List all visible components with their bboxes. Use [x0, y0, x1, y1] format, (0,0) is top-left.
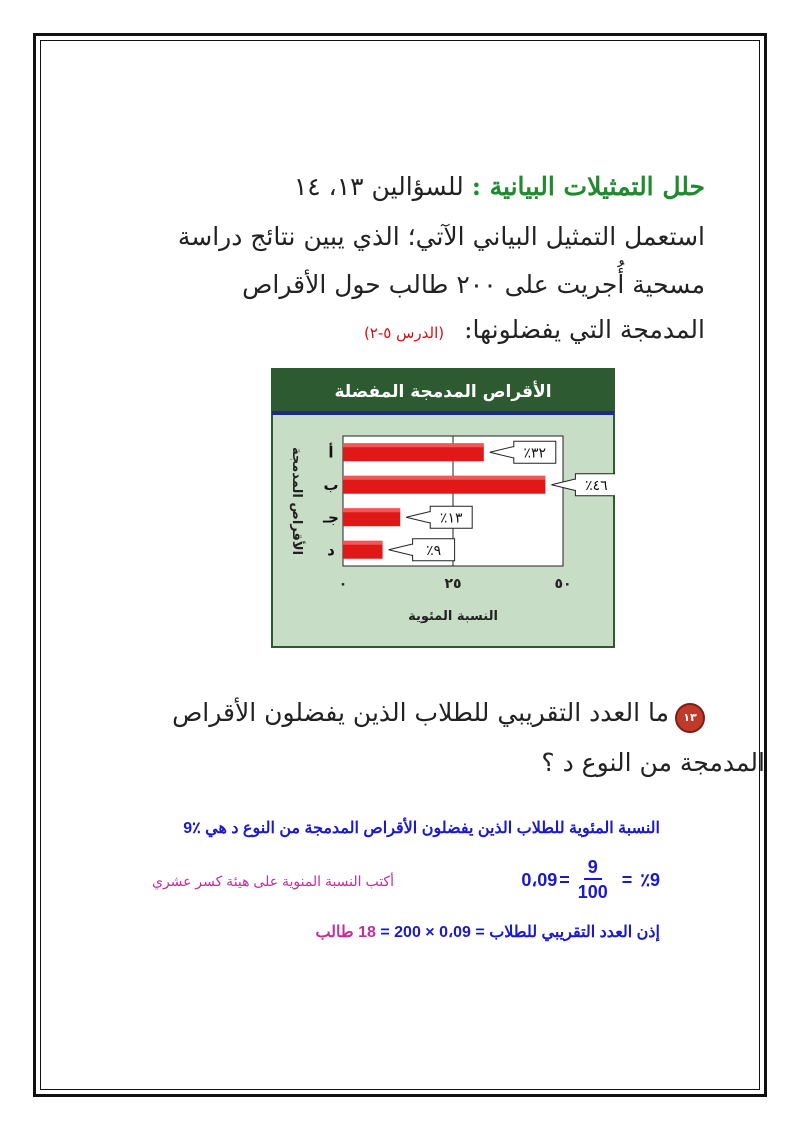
answer-calculation: إذن العدد التقريبي للطلاب = 0،09 × 200 = [380, 924, 660, 941]
bar-highlight [343, 508, 400, 512]
fraction-denominator: 100 [577, 882, 608, 902]
bar-highlight [343, 476, 545, 480]
x-tick-label: ٠ [338, 576, 348, 592]
answer-fraction-line [521, 856, 660, 904]
category-label: د [327, 540, 335, 559]
equals-sign-1: = [621, 869, 633, 890]
answer-result: 18 طالب [315, 924, 376, 941]
question-13-line-1: ما العدد التقريبي للطلاب الذين يفضلون الأقراص [172, 698, 669, 727]
data-label: ٪٤٦ [585, 477, 608, 494]
answer-line-3 [315, 922, 660, 942]
intro-line-3 [364, 315, 705, 344]
answer-decimal: 0،09 [521, 869, 558, 890]
question-number-badge: ١٣ [675, 703, 705, 733]
chart-header-bar [272, 411, 614, 415]
question-13-line-2: المدمجة من النوع د ؟ [541, 748, 765, 777]
intro-line-2: مسحية أُجريت على ٢٠٠ طالب حول الأقراص [242, 270, 705, 299]
heading-questions: للسؤالين ١٣، ١٤ [293, 172, 464, 201]
category-label: جـ [323, 508, 339, 527]
fraction-numerator: 9 [584, 856, 602, 880]
category-label: ب [323, 475, 339, 494]
bar-chart [271, 368, 615, 648]
bar-highlight [343, 541, 383, 545]
answer-percent: ٪9 [640, 869, 660, 890]
data-label: ٪٩ [426, 542, 442, 559]
data-label: ٪٣٢ [523, 445, 547, 462]
fraction [578, 856, 608, 904]
x-tick-label: ٥٠ [554, 576, 572, 592]
bar-highlight [343, 443, 484, 447]
intro-line-1: استعمل التمثيل البياني الآتي؛ الذي يبين نتائج دراسة [177, 222, 705, 251]
x-axis-label: النسبة المئوية [408, 609, 498, 624]
x-tick-label: ٢٥ [444, 576, 462, 592]
intro-line-3-text: المدمجة التي يفضلونها: [464, 315, 705, 344]
category-label: أ [328, 443, 334, 462]
lesson-reference: (الدرس ٥-٢) [363, 324, 445, 342]
heading-title: حلل التمثيلات البيانية : [471, 172, 705, 201]
chart-title: الأقراص المدمجة المفضلة [334, 382, 552, 402]
answer-line-1: النسبة المئوية للطلاب الذين يفضلون الأقراص المدمجة من النوع د هي ٪9 [183, 820, 660, 837]
data-label: ٪١٣ [439, 510, 463, 527]
y-axis-label: الأقراص المدمجة [289, 446, 304, 556]
equals-sign-2: = [559, 869, 570, 890]
section-heading [294, 172, 705, 201]
hint-note: أكتب النسبة المنوية على هيئة كسر عشري [152, 873, 394, 889]
